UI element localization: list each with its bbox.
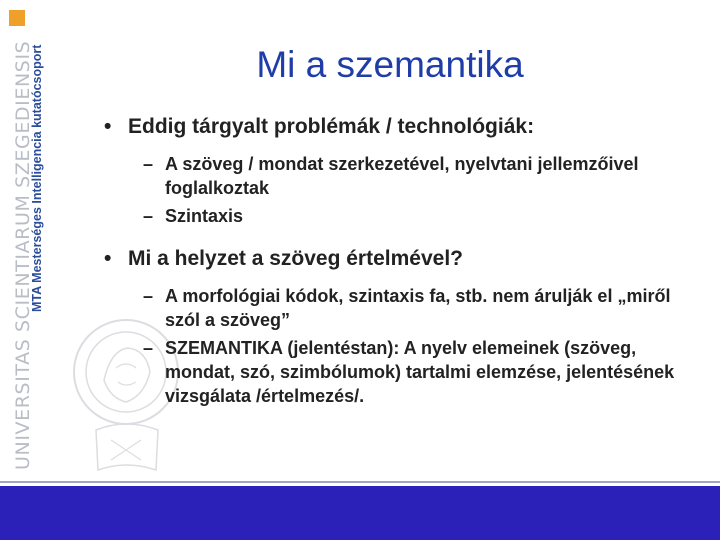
footer-divider [0, 481, 720, 483]
sub-bullet-text: SZEMANTIKA (jelentéstan): A nyelv elemeinek (szöveg, mondat, szó, szimbólumok) tartalmi elemzése, jelentésének vizsgálata /értelmezés/. [165, 338, 675, 406]
bullet-text: Mi a helyzet a szöveg értelmével? [128, 247, 463, 270]
sub-bullet-item [104, 204, 704, 228]
dash-marker: – [143, 154, 154, 174]
bullet-text: Eddig tárgyalt problémák / technológiák: [128, 115, 535, 138]
footer-bar [0, 486, 720, 540]
dash-marker: – [143, 338, 154, 358]
logo-square [9, 10, 25, 26]
bullet-item [104, 114, 704, 140]
slide-content [104, 114, 704, 408]
sub-bullet-text: A morfológiai kódok, szintaxis fa, stb. nem árulják el „miről szól a szöveg” [165, 286, 671, 330]
sub-bullet-item [104, 284, 704, 332]
sub-bullet-text: A szöveg / mondat szerkezetével, nyelvtani jellemzőivel foglalkoztak [165, 154, 639, 198]
bullet-item [104, 246, 704, 272]
bullet-marker: • [104, 115, 112, 138]
university-name: UNIVERSITAS SCIENTIARUM SZEGEDIENSIS [12, 40, 34, 470]
sub-bullet-item [104, 336, 704, 408]
slide-title: Mi a szemantika [256, 44, 524, 85]
dash-marker: – [143, 206, 154, 226]
dash-marker: – [143, 286, 154, 306]
sidebar-branding [0, 0, 60, 480]
sub-bullet-item [104, 152, 704, 200]
sub-bullet-text: Szintaxis [165, 206, 244, 226]
bullet-marker: • [104, 247, 112, 270]
research-group-name: MTA Mesterséges Intelligencia kutatócsoport [30, 44, 44, 312]
